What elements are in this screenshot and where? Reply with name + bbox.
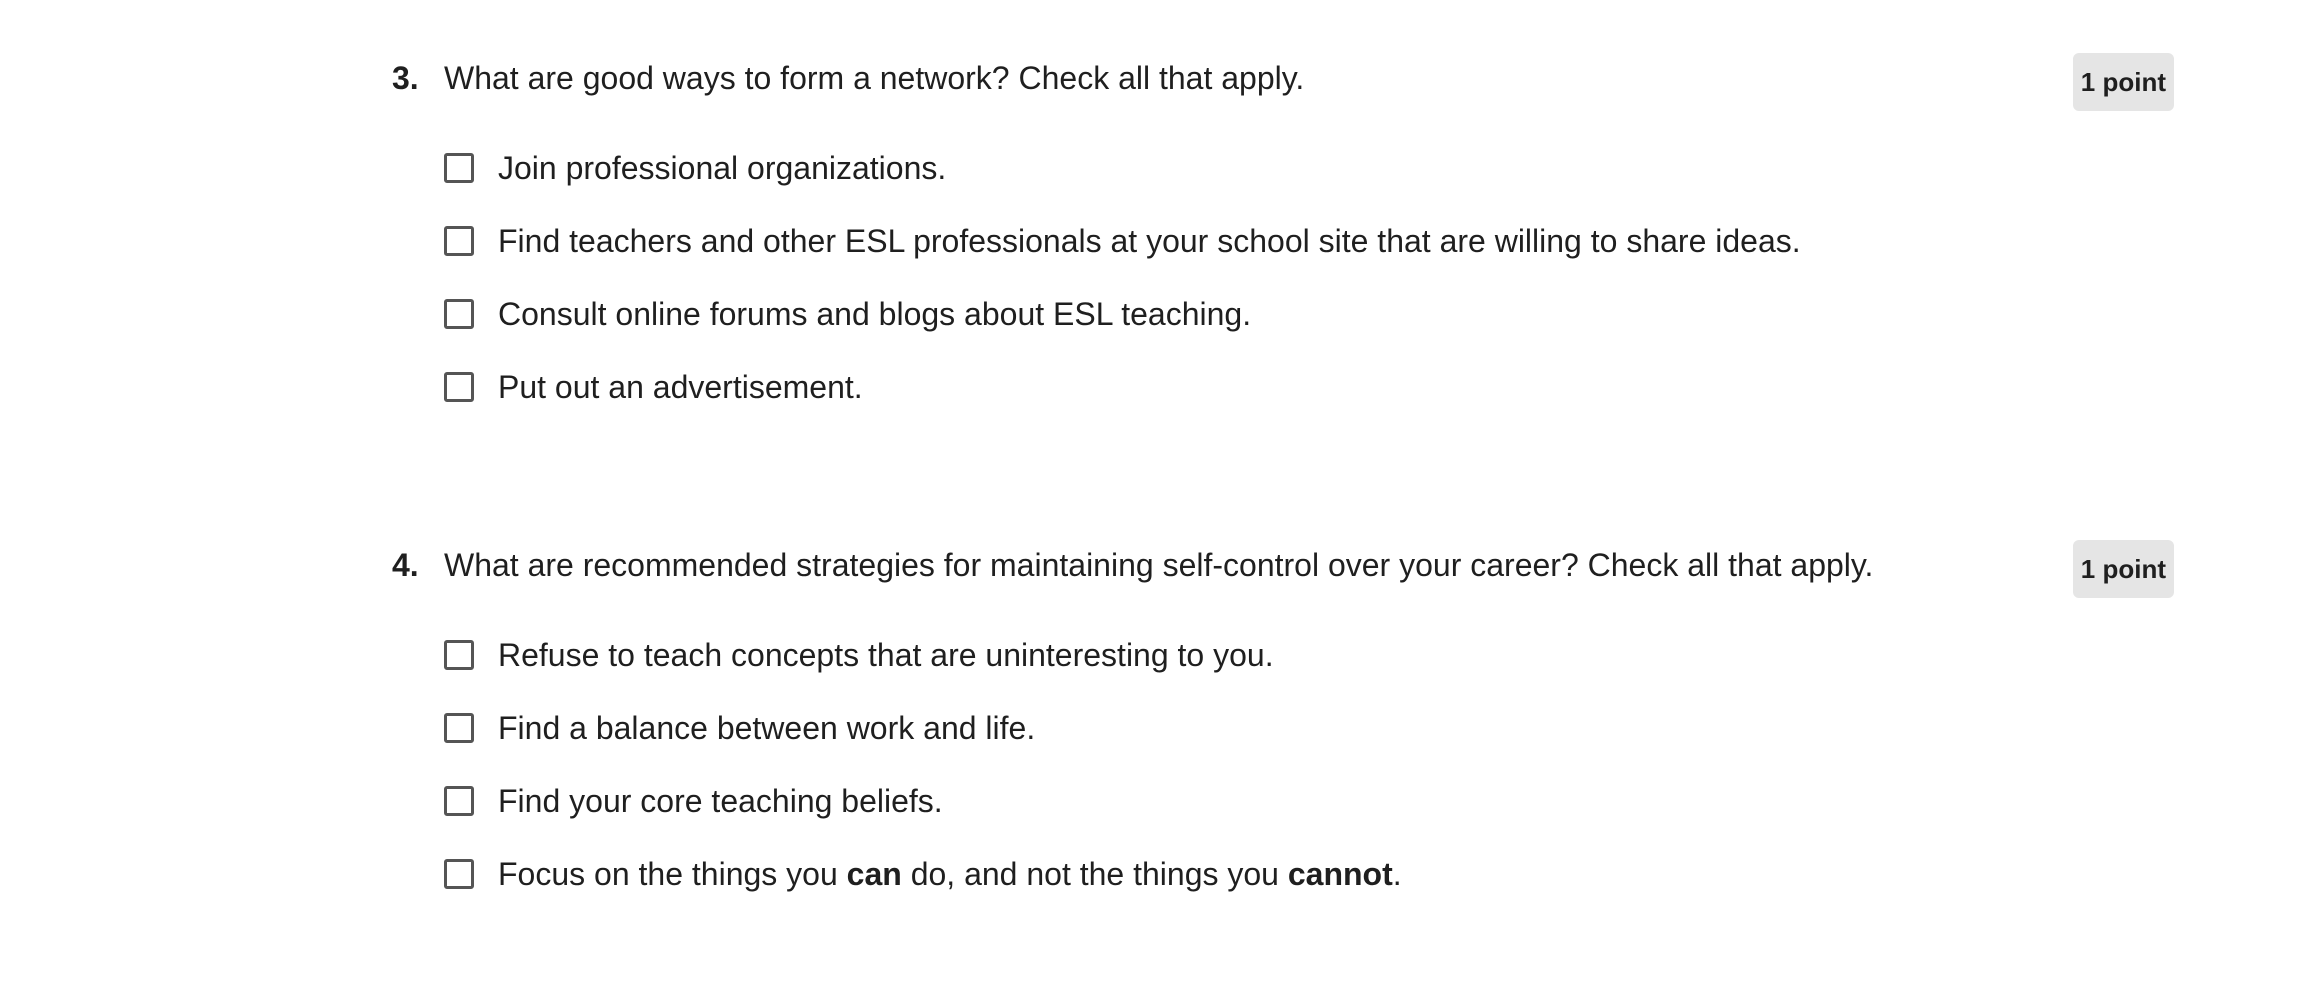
option-refuse-to-teach[interactable] (444, 625, 1274, 685)
option-advertisement[interactable] (444, 357, 863, 417)
question-header (392, 48, 2174, 108)
option-label[interactable]: Find teachers and other ESL professionals at your school site that are willing to share ideas. (498, 222, 1801, 259)
checkbox[interactable] (444, 226, 474, 256)
checkbox[interactable] (444, 786, 474, 816)
question-3 (392, 48, 2174, 405)
question-text: What are good ways to form a network? Check all that apply. (444, 60, 1305, 96)
option-text-part: Focus on the things you (498, 855, 847, 892)
option-online-forums[interactable] (444, 284, 1251, 344)
question-header (392, 535, 2174, 595)
option-label[interactable]: Find your core teaching beliefs. (498, 782, 943, 819)
option-label[interactable]: Put out an advertisement. (498, 368, 863, 405)
option-find-teachers[interactable] (444, 211, 1801, 271)
option-work-life-balance[interactable] (444, 698, 1035, 758)
option-label[interactable]: Find a balance between work and life. (498, 709, 1036, 746)
checkbox[interactable] (444, 713, 474, 743)
checkbox[interactable] (444, 372, 474, 402)
option-join-organizations[interactable] (444, 138, 946, 198)
points-badge: 1 point (2073, 53, 2174, 111)
option-text-emphasis: can (846, 855, 902, 892)
option-label[interactable] (498, 856, 1402, 893)
question-text: What are recommended strategies for maintaining self-control over your career? Check all that apply. (444, 547, 1874, 583)
option-label[interactable]: Join professional organizations. (498, 149, 947, 186)
checkbox[interactable] (444, 153, 474, 183)
option-text-part: . (1392, 855, 1402, 892)
question-4 (392, 535, 2174, 892)
option-label[interactable]: Refuse to teach concepts that are uninteresting to you. (498, 636, 1274, 673)
option-core-beliefs[interactable] (444, 771, 943, 831)
question-number: 3. (392, 60, 419, 96)
points-badge: 1 point (2073, 540, 2174, 598)
option-text-part: do, and not the things you (901, 855, 1288, 892)
option-focus-on-can[interactable] (444, 844, 1402, 904)
checkbox[interactable] (444, 640, 474, 670)
checkbox[interactable] (444, 859, 474, 889)
option-label[interactable]: Consult online forums and blogs about ESL teaching. (498, 295, 1252, 332)
question-number: 4. (392, 547, 419, 583)
option-text-emphasis: cannot (1287, 855, 1393, 892)
checkbox[interactable] (444, 299, 474, 329)
